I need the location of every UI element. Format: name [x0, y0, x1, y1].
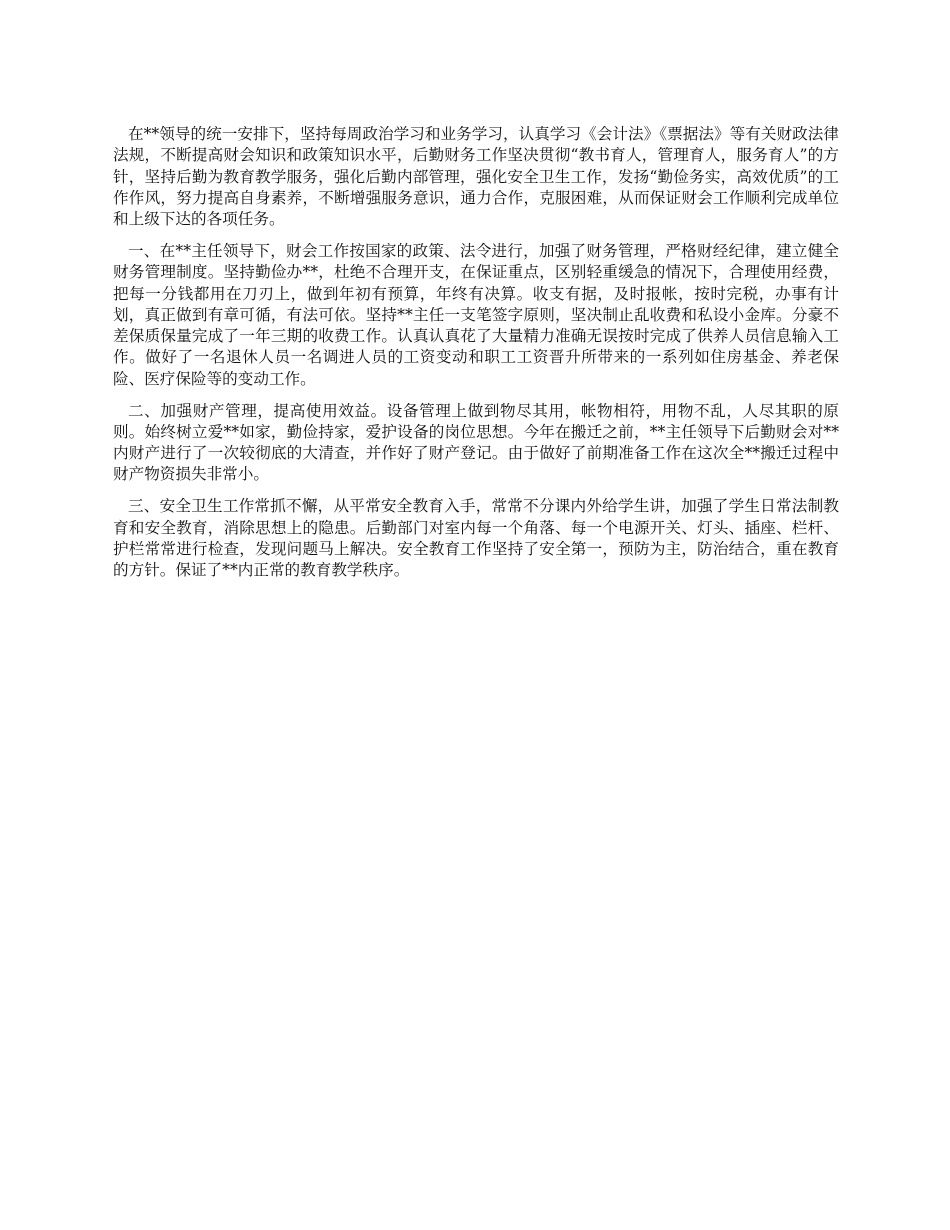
document-body: [113, 124, 839, 592]
paragraph-section-2: 二、加强财产管理，提高使用效益。设备管理上做到物尽其用，帐物相符，用物不乱，人尽其职的原则。始终树立爱**如家，勤俭持家，爱护设备的岗位思想。今年在搬迁之前，**主任领导下后勤财会对**内财产进行了一次较彻底的大清查，并作好了财产登记。由于做好了前期准备工作在这次全**搬迁过程中财产物资损失非常小。: [113, 401, 839, 484]
paragraph-section-1: 一、在**主任领导下，财会工作按国家的政策、法令进行，加强了财务管理，严格财经纪律，建立健全财务管理制度。坚持勤俭办**，杜绝不合理开支，在保证重点，区别轻重缓急的情况下，合理使用经费，把每一分钱都用在刀刃上，做到年初有预算，年终有决算。收支有据，及时报帐，按时完税，办事有计划，真正做到有章可循，有法可依。坚持**主任一支笔签字原则，坚决制止乱收费和私设小金库。分豪不差保质保量完成了一年三期的收费工作。认真认真花了大量精力准确无误按时完成了供养人员信息输入工作。做好了一名退休人员一名调进人员的工资变动和职工工资晋升所带来的一系列如住房基金、养老保险、医疗保险等的变动工作。: [113, 241, 839, 388]
paragraph-intro: 在**领导的统一安排下，坚持每周政治学习和业务学习，认真学习《会计法》《票据法》等有关财政法律法规，不断提高财会知识和政策知识水平，后勤财务工作坚决贯彻“教书育人，管理育人，服务育人”的方针，坚持后勤为教育教学服务，强化后勤内部管理，强化安全卫生工作，发扬“勤俭务实，高效优质”的工作作风，努力提高自身素养，不断增强服务意识，通力合作，克服困难，从而保证财会工作顺利完成单位和上级下达的各项任务。: [113, 125, 839, 229]
paragraph-section-3: 三、安全卫生工作常抓不懈，从平常安全教育入手，常常不分课内外给学生讲，加强了学生日常法制教育和安全教育，消除思想上的隐患。后勤部门对室内每一个角落、每一个电源开关、灯头、插座、栏杆、护栏常常进行检查，发现问题马上解决。安全教育工作坚持了安全第一，预防为主，防治结合，重在教育的方针。保证了**内正常的教育教学秩序。: [113, 497, 839, 580]
